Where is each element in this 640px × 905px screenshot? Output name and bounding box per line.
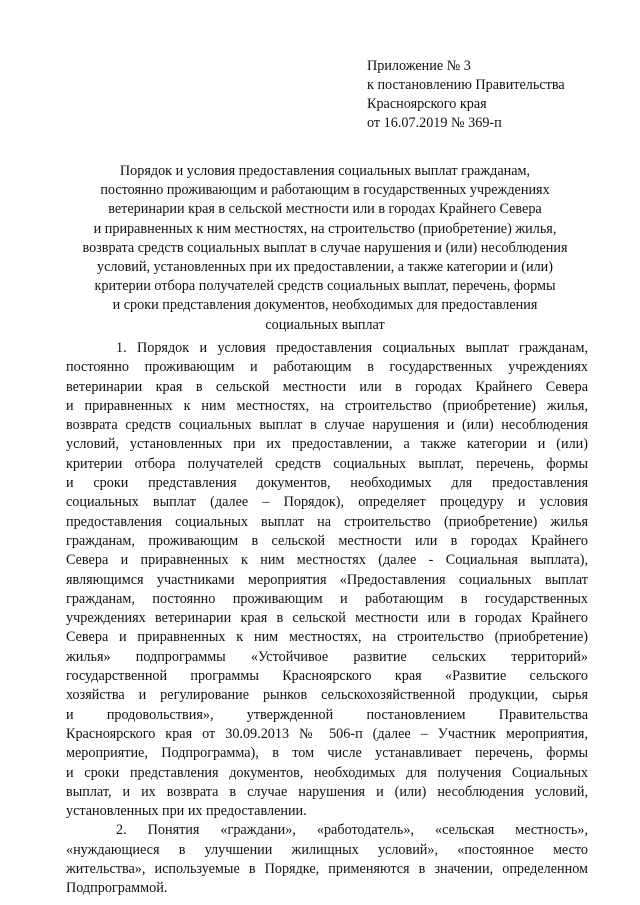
paragraph-line: гражданам, проживающим в сельской местности или в городах Крайнего xyxy=(66,532,588,549)
paragraph-line: и продовольствия», утвержденной постановлением Правительства xyxy=(66,706,588,723)
paragraph-line: выплат, и их возврата в случае нарушения и (или) несоблюдения условий, xyxy=(66,783,588,800)
paragraph-line: гражданам, постоянно проживающим и работающим в государственных xyxy=(66,590,588,607)
title-line: ветеринарии края в сельской местности или в городах Крайнего Севера xyxy=(108,201,542,218)
paragraph-line: являющимся участниками мероприятия «Предоставления социальных выплат xyxy=(66,571,588,588)
title-line: условий, установленных при их предоставлении, а также категории и (или) xyxy=(97,259,553,276)
paragraph-line: жительства», используемые в Порядке, применяются в значении, определенном xyxy=(66,861,588,878)
paragraph-line: 2. Понятия «граждани», «работодатель», «сельская местность», xyxy=(116,822,588,839)
paragraph-line: критерии отбора получателей средств социальных выплат, перечень, формы xyxy=(66,455,588,472)
appendix-number: Приложение № 3 xyxy=(367,58,471,74)
paragraph-line: и сроки представления документов, необходимых для предоставления xyxy=(66,475,588,492)
document-body xyxy=(66,339,588,899)
paragraph-line: Подпрограммой. xyxy=(66,880,168,897)
paragraph-1 xyxy=(66,339,588,821)
paragraph-line: Севера и приравненных к ним местностях (далее - Социальная выплата), xyxy=(66,552,588,569)
paragraph-line: социальных выплат (далее – Порядок), определяет процедуру и условия xyxy=(66,494,588,511)
paragraph-line: и сроки представления документов, необходимых для получения Социальных xyxy=(66,764,588,781)
paragraph-line: мероприятие, Подпрограмма), в том числе устанавливает перечень, формы xyxy=(66,745,588,762)
paragraph-line: ветеринарии края в сельской местности или в городах Крайнего Севера xyxy=(66,378,588,395)
title-line: критерии отбора получателей средств социальных выплат, перечень, формы xyxy=(94,278,556,295)
paragraph-line: постоянно проживающим и работающим в государственных учреждениях xyxy=(66,359,588,376)
paragraph-line: жилья» подпрограммы «Устойчивое развитие сельских территорий» xyxy=(66,648,588,665)
appendix-decree-ref: к постановлению Правительства xyxy=(367,77,565,93)
appendix-header xyxy=(367,57,627,133)
title-line: и сроки представления документов, необходимых для предоставления xyxy=(112,297,538,314)
appendix-date: от 16.07.2019 № 369-п xyxy=(367,115,502,131)
paragraph-line: предоставления социальных выплат на строительство (приобретение) жилья xyxy=(66,513,588,530)
title-line: Порядок и условия предоставления социальных выплат гражданам, xyxy=(119,163,531,179)
paragraph-line: условий, установленных при их предоставлении, а также категории и (или) xyxy=(66,436,588,453)
paragraph-line: Красноярского края от 30.09.2013 № 506-п (далее – Участник мероприятия, xyxy=(66,725,588,742)
paragraph-line: 1. Порядок и условия предоставления социальных выплат гражданам, xyxy=(116,340,588,356)
title-line: постоянно проживающим и работающим в государственных учреждениях xyxy=(100,182,550,199)
paragraph-line: учреждениях ветеринарии края в сельской местности или в городах Крайнего xyxy=(66,610,588,627)
paragraph-line: Севера и приравненных к ним местностях, на строительство (приобретение) xyxy=(66,629,588,646)
title-line: возврата средств социальных выплат в случае нарушения и (или) несоблюдения xyxy=(82,239,568,256)
paragraph-line: «нуждающиеся в улучшении жилищных условий», «постоянное место xyxy=(66,841,588,858)
paragraph-line: государственной программы Красноярского края «Развитие сельского xyxy=(66,668,588,685)
document-title xyxy=(60,162,590,335)
paragraph-line: установленных при их предоставлении. xyxy=(66,803,307,820)
title-line: и приравненных к ним местностях, на строительство (приобретение) жилья, xyxy=(93,220,557,237)
paragraph-line: хозяйства и регулирование рынков сельскохозяйственной продукции, сырья xyxy=(66,687,588,704)
title-line: социальных выплат xyxy=(265,316,385,333)
paragraph-2 xyxy=(66,821,588,898)
appendix-region: Красноярского края xyxy=(367,96,487,112)
paragraph-line: возврата средств социальных выплат в случае нарушения и (или) несоблюдения xyxy=(66,417,588,434)
paragraph-line: и приравненных к ним местностях, на строительство (приобретение) жилья, xyxy=(66,397,588,414)
